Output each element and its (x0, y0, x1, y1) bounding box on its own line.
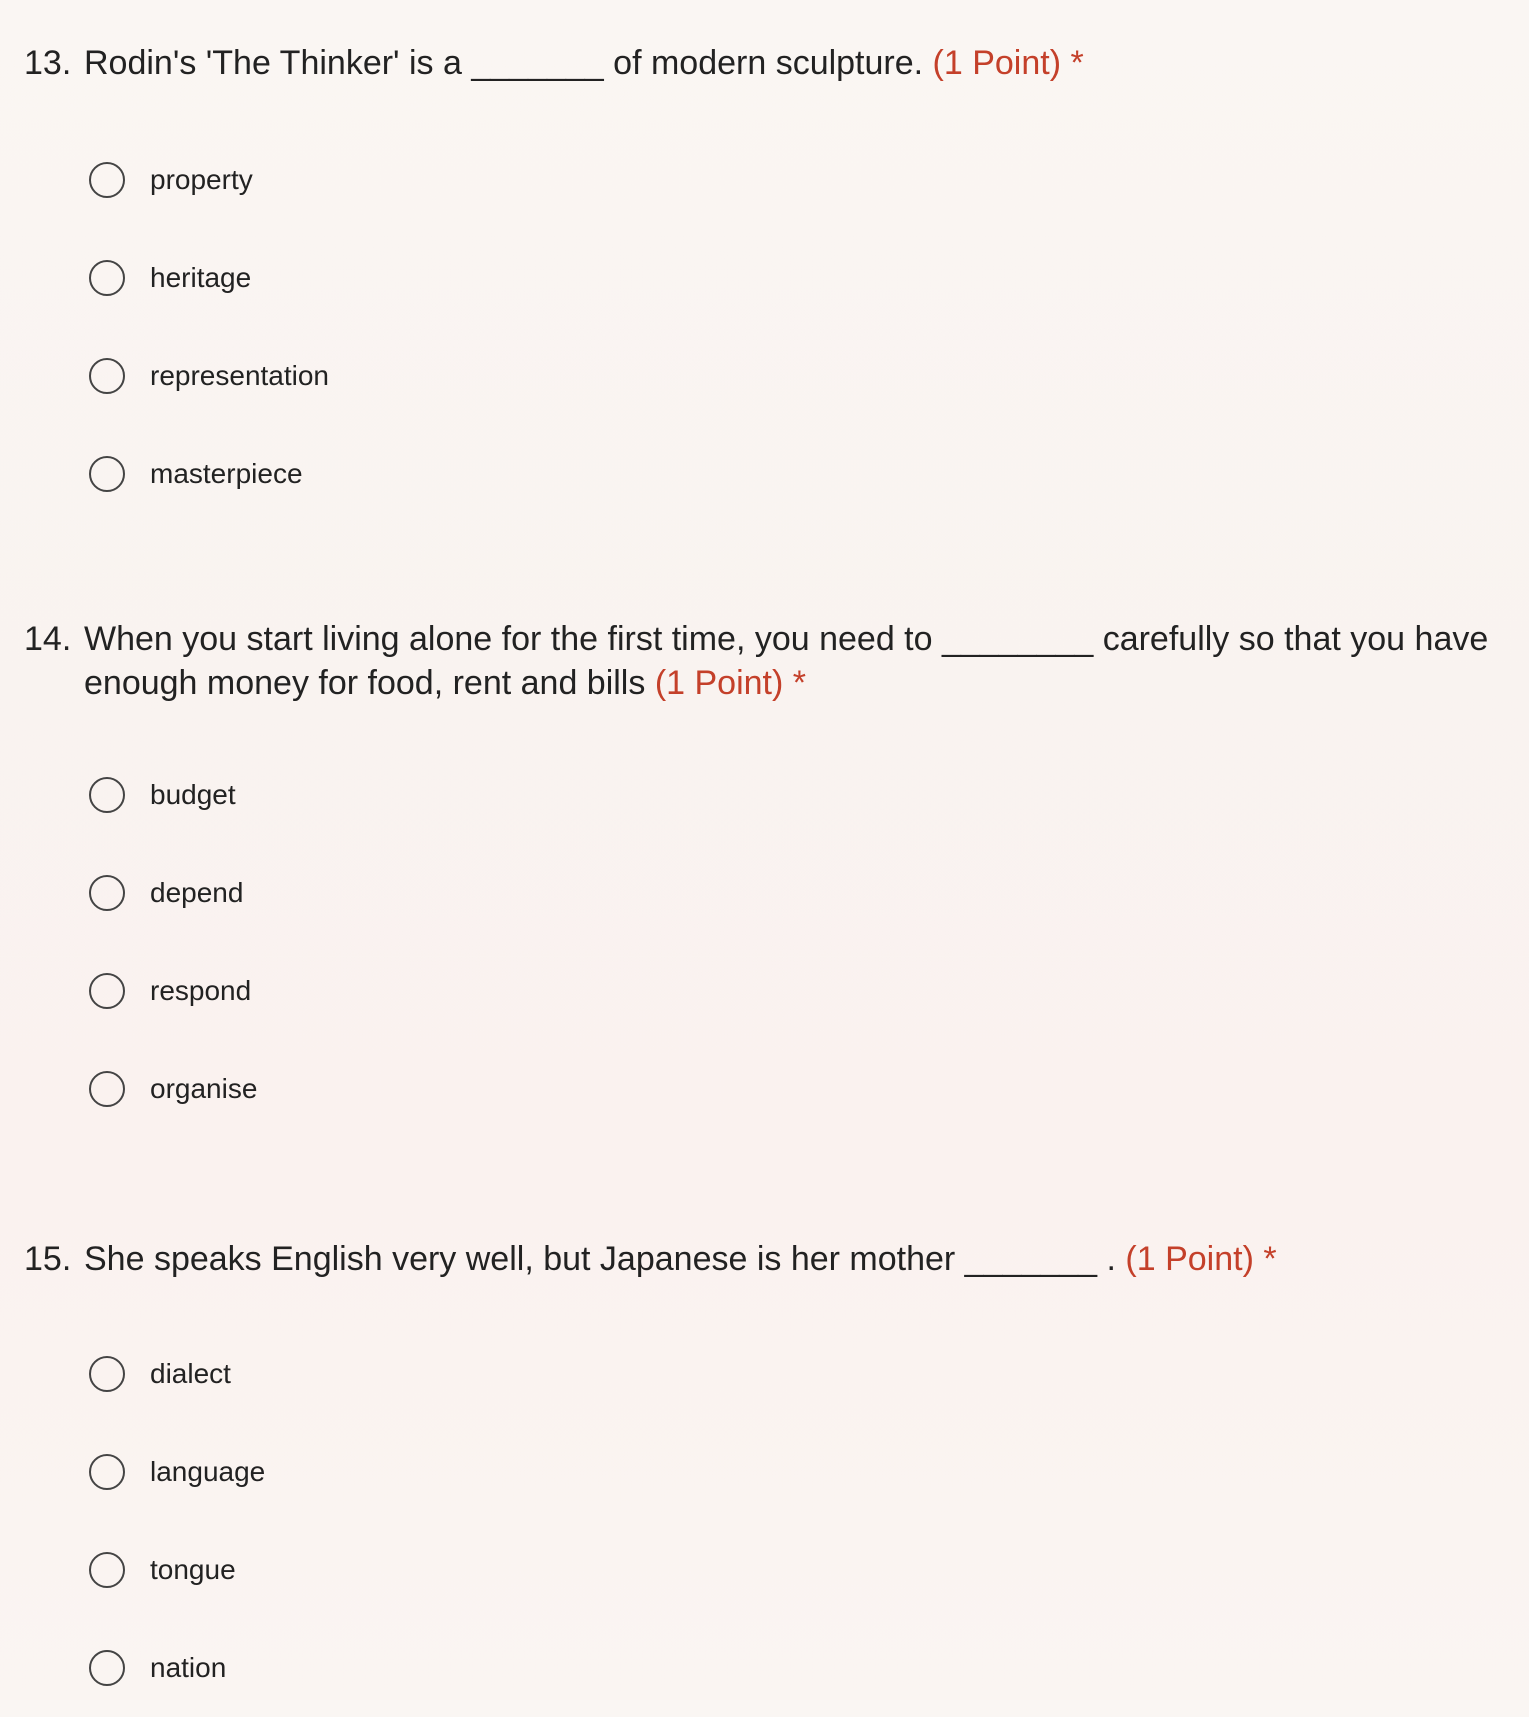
option-label: tongue (150, 1554, 236, 1585)
question-number: 15. (24, 1240, 72, 1278)
option-label: masterpiece (150, 458, 303, 489)
points-label: (1 Point) (1125, 1240, 1254, 1278)
option-label: dialect (150, 1358, 231, 1389)
option-label: budget (150, 779, 236, 810)
radio-button[interactable] (89, 777, 125, 813)
radio-button[interactable] (89, 973, 125, 1009)
required-asterisk: * (1070, 44, 1084, 82)
question-number: 13. (24, 44, 72, 82)
option-label: respond (150, 975, 252, 1006)
radio-button[interactable] (89, 1071, 125, 1107)
question-text: She speaks English very well, but Japanese is her mother _______ . (84, 1240, 1116, 1278)
option-depend[interactable] (0, 844, 1529, 942)
required-asterisk: * (1263, 1240, 1277, 1278)
radio-button[interactable] (89, 1454, 125, 1490)
option-property[interactable] (0, 131, 1529, 229)
radio-button[interactable] (89, 358, 125, 394)
option-label: nation (150, 1652, 227, 1683)
question-title (24, 41, 1504, 85)
question-title (24, 1237, 1504, 1281)
option-heritage[interactable] (0, 229, 1529, 327)
option-respond[interactable] (0, 942, 1529, 1040)
option-nation[interactable] (0, 1619, 1529, 1717)
radio-button[interactable] (89, 1356, 125, 1392)
option-budget[interactable] (0, 746, 1529, 844)
question-14 (0, 617, 1529, 1138)
question-13 (0, 41, 1529, 523)
option-label: heritage (150, 262, 252, 293)
points-label: (1 Point) (932, 44, 1062, 82)
option-label: representation (150, 360, 330, 391)
radio-button[interactable] (89, 875, 125, 911)
radio-button[interactable] (89, 162, 125, 198)
question-text: When you start living alone for the first time, you need to ________ carefully so that you have enough money for food, rent and bills (84, 620, 1489, 702)
points-label: (1 Point) (654, 664, 784, 702)
option-tongue[interactable] (0, 1521, 1529, 1619)
option-representation[interactable] (0, 327, 1529, 425)
option-organise[interactable] (0, 1040, 1529, 1138)
options-list (0, 746, 1529, 1138)
question-title (24, 617, 1504, 705)
option-label: property (150, 164, 253, 195)
required-asterisk: * (792, 664, 807, 702)
question-15 (0, 1237, 1529, 1717)
options-list (0, 1325, 1529, 1717)
options-list (0, 131, 1529, 523)
radio-button[interactable] (89, 456, 125, 492)
option-label: language (150, 1456, 266, 1487)
question-number: 14. (24, 620, 72, 658)
question-text: Rodin's 'The Thinker' is a _______ of modern sculpture. (84, 44, 924, 82)
radio-button[interactable] (89, 1552, 125, 1588)
option-label: organise (150, 1073, 258, 1104)
option-masterpiece[interactable] (0, 425, 1529, 523)
radio-button[interactable] (89, 260, 125, 296)
option-label: depend (150, 877, 244, 908)
radio-button[interactable] (89, 1650, 125, 1686)
option-dialect[interactable] (0, 1325, 1529, 1423)
option-language[interactable] (0, 1423, 1529, 1521)
